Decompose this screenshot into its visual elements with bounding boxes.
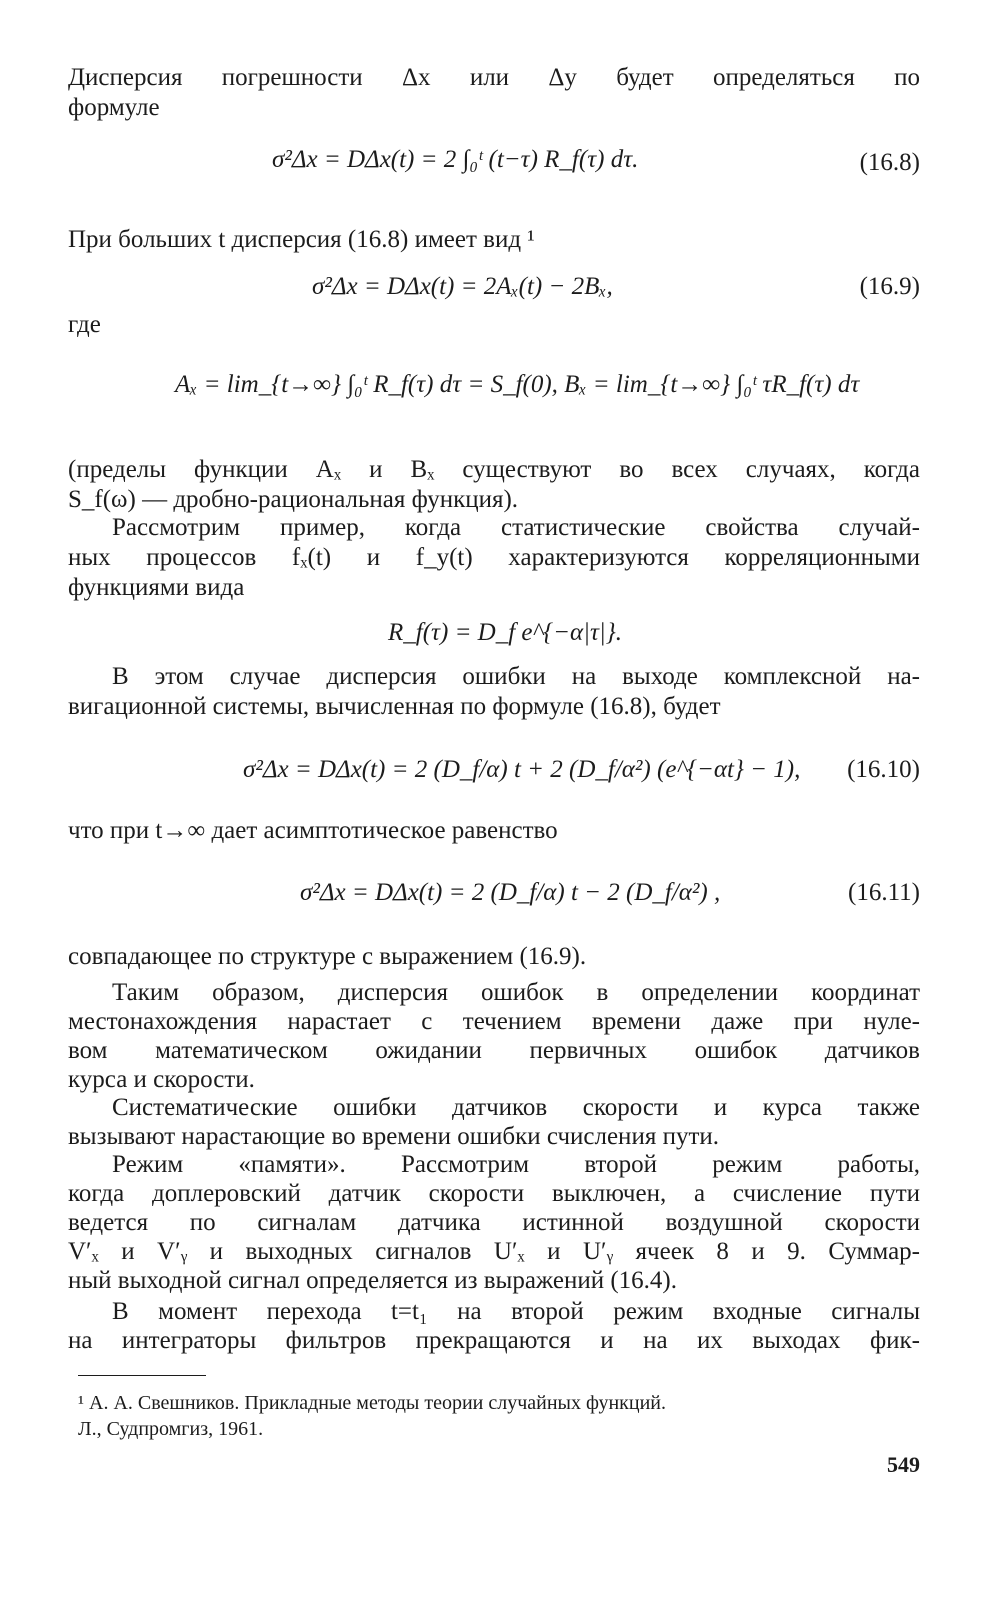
equation-limits-a-b: Aₓ = lim_{t→∞} ∫₀ᵗ R_f(τ) dτ = S_f(0), Bₓ = lim_{t→∞} ∫₀ᵗ τR_f(τ) dτ [175, 371, 860, 398]
text-line: вигационной системы, вычисленная по формуле (16.8), будет [68, 693, 721, 720]
text-line: Таким образом, дисперсия ошибок в определении координат [112, 979, 920, 1006]
text-line: совпадающее по структуре с выражением (16.9). [68, 943, 587, 970]
text-line: В этом случае дисперсия ошибки на выходе комплексной на- [112, 663, 920, 690]
footnote: ¹ А. А. Свешников. Прикладные методы теории случайных функций. [78, 1392, 666, 1414]
equation-16-10: σ²Δx = DΔx(t) = 2 (D_f/α) t + 2 (D_f/α²) (e^{−αt} − 1), [243, 756, 801, 783]
page-number: 549 [887, 1452, 920, 1477]
text-line: где [68, 311, 101, 338]
text-line: местонахождения нарастает с течением времени даже при нуле- [68, 1008, 920, 1035]
equation-16-8: σ²Δx = DΔx(t) = 2 ∫₀ᵗ (t−τ) R_f(τ) dτ. [272, 146, 639, 173]
text-line: функциями вида [68, 574, 245, 601]
equation-number: (16.8) [859, 149, 920, 176]
equation-number: (16.11) [848, 879, 920, 906]
text-line: ный выходной сигнал определяется из выражений (16.4). [68, 1267, 677, 1294]
equation-correlation: R_f(τ) = D_f e^{−α|τ|}. [388, 619, 623, 646]
text-line: что при t→∞ дает асимптотическое равенство [68, 817, 558, 844]
equation-number: (16.9) [859, 273, 920, 300]
text-line: ных процессов fₓ(t) и f_y(t) характеризуются корреляционными [68, 544, 920, 571]
text-line: ведется по сигналам датчика истинной воздушной скорости [68, 1209, 920, 1236]
footnote-divider [78, 1375, 206, 1376]
text-line: курса и скорости. [68, 1066, 255, 1093]
footnote: Л., Судпромгиз, 1961. [78, 1418, 264, 1440]
equation-16-9: σ²Δx = DΔx(t) = 2Aₓ(t) − 2Bₓ, [312, 273, 613, 300]
text-line: Дисперсия погрешности Δx или Δy будет определяться по [68, 64, 920, 91]
text-line: когда доплеровский датчик скорости выключен, а счисление пути [68, 1180, 920, 1207]
text-line: Режим «памяти». Рассмотрим второй режим работы, [112, 1151, 920, 1178]
text-line: Рассмотрим пример, когда статистические свойства случай- [112, 514, 920, 541]
text-line: вызывают нарастающие во времени ошибки счисления пути. [68, 1123, 720, 1150]
text-line: S_f(ω) — дробно-рациональная функция). [68, 486, 519, 513]
text-line: В момент перехода t=t₁ на второй режим входные сигналы [112, 1298, 920, 1325]
text-line: При больших t дисперсия (16.8) имеет вид ¹ [68, 226, 535, 253]
text-line: на интеграторы фильтров прекращаются и на их выходах фик- [68, 1327, 920, 1354]
text-line: Систематические ошибки датчиков скорости и курса также [112, 1094, 920, 1121]
equation-16-11: σ²Δx = DΔx(t) = 2 (D_f/α) t − 2 (D_f/α²) , [300, 879, 721, 906]
text-line: (пределы функции Aₓ и Bₓ существуют во всех случаях, когда [68, 456, 920, 483]
equation-number: (16.10) [847, 756, 920, 783]
text-line: формуле [68, 94, 160, 121]
text-line: V′ₓ и V′ᵧ и выходных сигналов U′ₓ и U′ᵧ ячеек 8 и 9. Суммар- [68, 1238, 920, 1265]
text-line: вом математическом ожидании первичных ошибок датчиков [68, 1037, 920, 1064]
